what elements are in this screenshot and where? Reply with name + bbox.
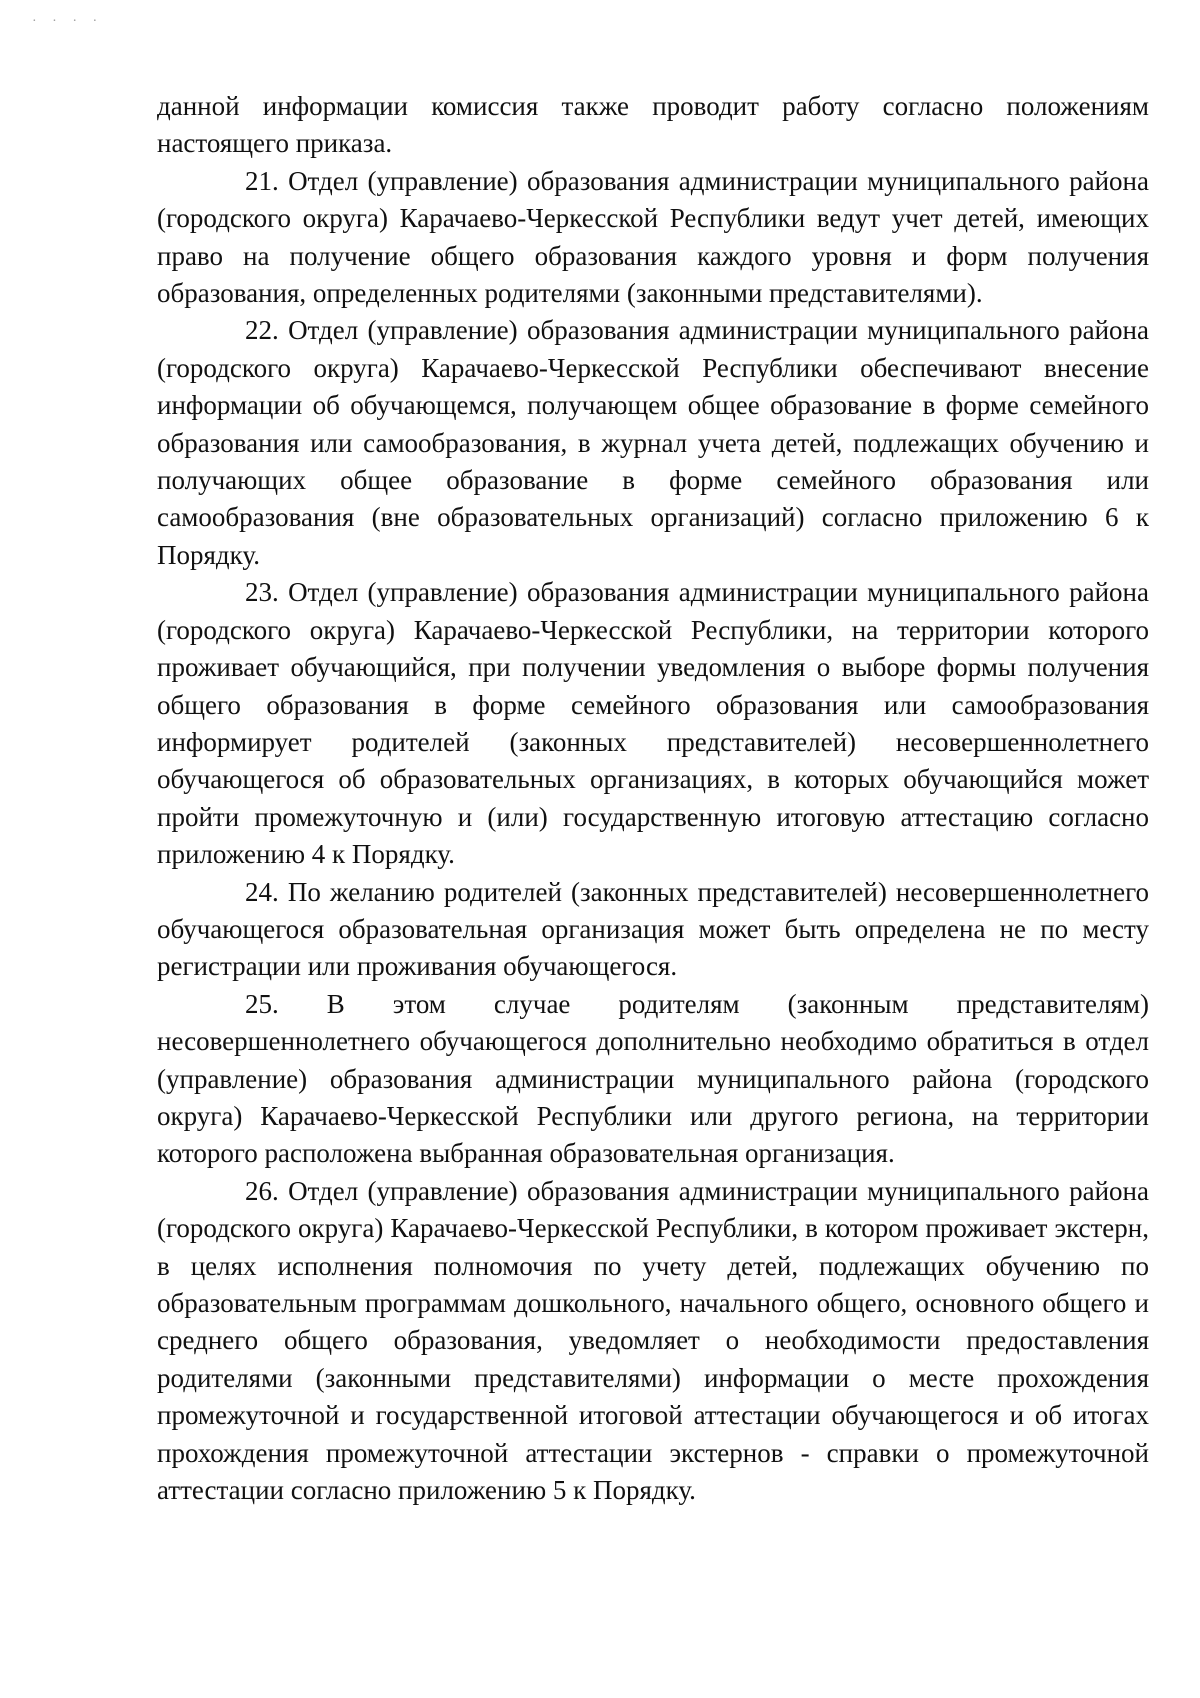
paragraph-item-22: 22. Отдел (управление) образования администрации муниципального района (городского округа) Карачаево-Черкесской Республики обеспечивают внесение информации об обучающемся, получающем общее образование в форме семейного образования или самообразования, в журнал учета детей, подлежащих обучению и получающих общее образование в форме семейного образования или самообразования (вне образовательных организаций) согласно приложению 6 к Порядку. <box>157 315 1149 570</box>
document-body <box>157 88 1149 1509</box>
scan-marks: · · · · <box>32 14 104 29</box>
paragraph-item-25: 25. В этом случае родителям (законным представителям) несовершеннолетнего обучающегося дополнительно необходимо обратиться в отдел (управление) образования администрации муниципального района (городского округа) Карачаево-Черкесской Республики или другого региона, на территории которого расположена выбранная образовательная организация. <box>157 988 1149 1169</box>
paragraph-item-26: 26. Отдел (управление) образования администрации муниципального района (городского округа) Карачаево-Черкесской Республики, в котором проживает экстерн, в целях исполнения полномочия по учету детей, подлежащих обучению по образовательным программам дошкольного, начального общего, основного общего и среднего общего образования, уведомляет о необходимости предоставления родителями (законными представителями) информации о месте прохождения промежуточной и государственной итоговой аттестации обучающегося и об итогах прохождения промежуточной аттестации экстернов - справки о промежуточной аттестации согласно приложению 5 к Порядку. <box>157 1175 1149 1506</box>
paragraph-item-24: 24. По желанию родителей (законных представителей) несовершеннолетнего обучающегося образовательная организация может быть определена не по месту регистрации или проживания обучающегося. <box>157 876 1149 982</box>
paragraph-item-21: 21. Отдел (управление) образования администрации муниципального района (городского округа) Карачаево-Черкесской Республики ведут учет детей, имеющих право на получение общего образования каждого уровня и форм получения образования, определенных родителями (законными представителями). <box>157 165 1149 309</box>
paragraph-continuation: данной информации комиссия также проводит работу согласно положениям настоящего приказа. <box>157 91 1149 159</box>
paragraph-item-23: 23. Отдел (управление) образования администрации муниципального района (городского округа) Карачаево-Черкесской Республики, на территории которого проживает обучающийся, при получении уведомления о выборе формы получения общего образования в форме семейного образования или самообразования информирует родителей (законных представителей) несовершеннолетнего обучающегося об образовательных организациях, в которых обучающийся может пройти промежуточную и (или) государственную итоговую аттестацию согласно приложению 4 к Порядку. <box>157 577 1149 870</box>
